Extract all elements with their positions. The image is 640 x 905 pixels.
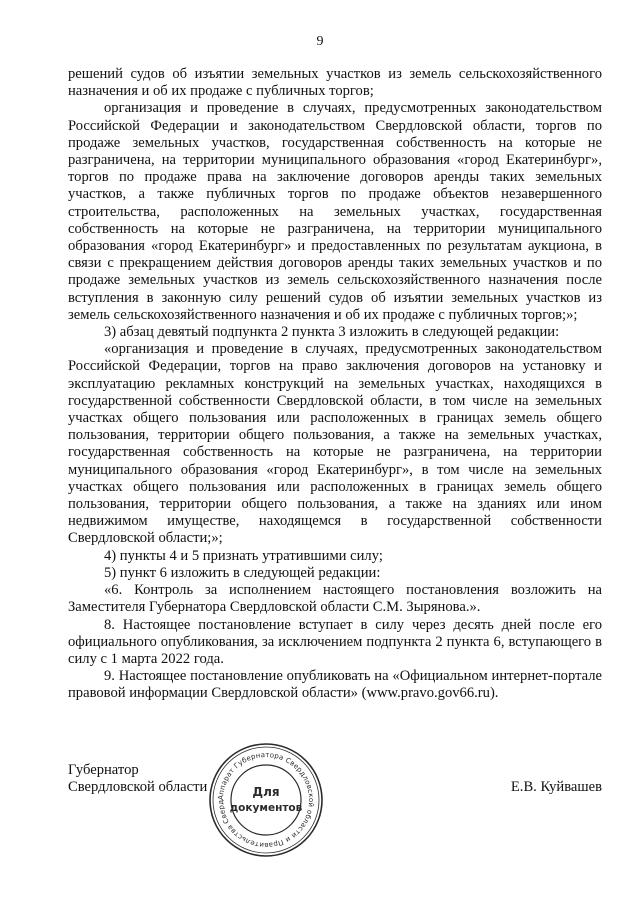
paragraph-amendment-4: 4) пункты 4 и 5 признать утратившими силу; [104, 547, 383, 564]
paragraph-continuation: решений судов об изъятии земельных участков из земель сельскохозяйственного назначения и об их продаже с публичных торгов; [68, 66, 602, 100]
paragraph-amendment-3: 3) абзац девятый подпункта 2 пункта 3 изложить в следующей редакции: [104, 324, 560, 341]
signatory-title-line2: Свердловской области [68, 779, 208, 796]
signatory-title [68, 762, 207, 796]
seal-center-line1: Для [252, 785, 280, 799]
page-number: 9 [316, 34, 324, 49]
paragraph-item-9: 9. Настоящее постановление опубликовать на «Официальном интернет-портале правовой информации Свердловской области» (www.pravo.gov66.ru). [68, 668, 602, 702]
signatory-name: Е.В. Куйвашев [510, 779, 602, 795]
seal-center-line2: документов [229, 802, 303, 814]
paragraph-advertising-auctions: «организация и проведение в случаях, предусмотренных законодательством Российской Федерации, торгов на право заключения договоров на установку и эксплуатацию рекламных конструкций на земельных участках, находящихся в государственной собственности Свердловской области, в том числе на земельных участках общего пользования или расположенных в границах земель общего пользования, территории общего пользования, а также на земельных участках, государственная собственность на которые не разграничена, на территории муниципального образования «город Екатеринбург», в том числе на земельных участках общего пользования или расположенных в границах земель общего пользования, территории общего пользования, а также на зданиях или ином недвижимом имуществе, находящемся в государственной собственности Свердловской области;»; [68, 341, 602, 547]
paragraph-amendment-5: 5) пункт 6 изложить в следующей редакции: [104, 564, 381, 581]
paragraph-control-clause: «6. Контроль за исполнением настоящего постановления возложить на Заместителя Губернатора Свердловской области С.М. Зырянова.». [68, 582, 602, 616]
signatory-title-line1: Губернатор [68, 762, 139, 778]
seal-ring-text: Аппарат Губернатора Свердловской области и Правительства Сверд [216, 750, 316, 850]
signature-block [68, 750, 602, 902]
document-body [68, 66, 602, 703]
paragraph-organization-land-sales: организация и проведение в случаях, предусмотренных законодательством Российской Федерации и законодательством Свердловской области, торгов по продаже земельных участков, государственная собственность на которые не разграничена, на территории муниципального образования «город Екатеринбург», торгов по продаже права на заключение договоров аренды таких земельных участков, а также публичных торгов по продаже объектов незавершенного строительства, расположенных на земельных участках, государственная собственность на которые не разграничена, на территории муниципального образования «город Екатеринбург» и предоставленных по результатам аукциона, в связи с прекращением действия договоров аренды таких земельных участков и по продаже земельных участков из земель сельскохозяйственного назначения после вступления в законную силу решений судов об изъятии земельных участков из земель сельскохозяйственного назначения и об их продаже с публичных торгов;»; [68, 100, 602, 323]
paragraph-item-8: 8. Настоящее постановление вступает в силу через десять дней после его официального опубликования, за исключением подпункта 2 пункта 6, вступающего в силу с 1 марта 2022 года. [68, 616, 602, 667]
seal-icon [206, 740, 326, 860]
official-seal-stamp [206, 740, 326, 860]
